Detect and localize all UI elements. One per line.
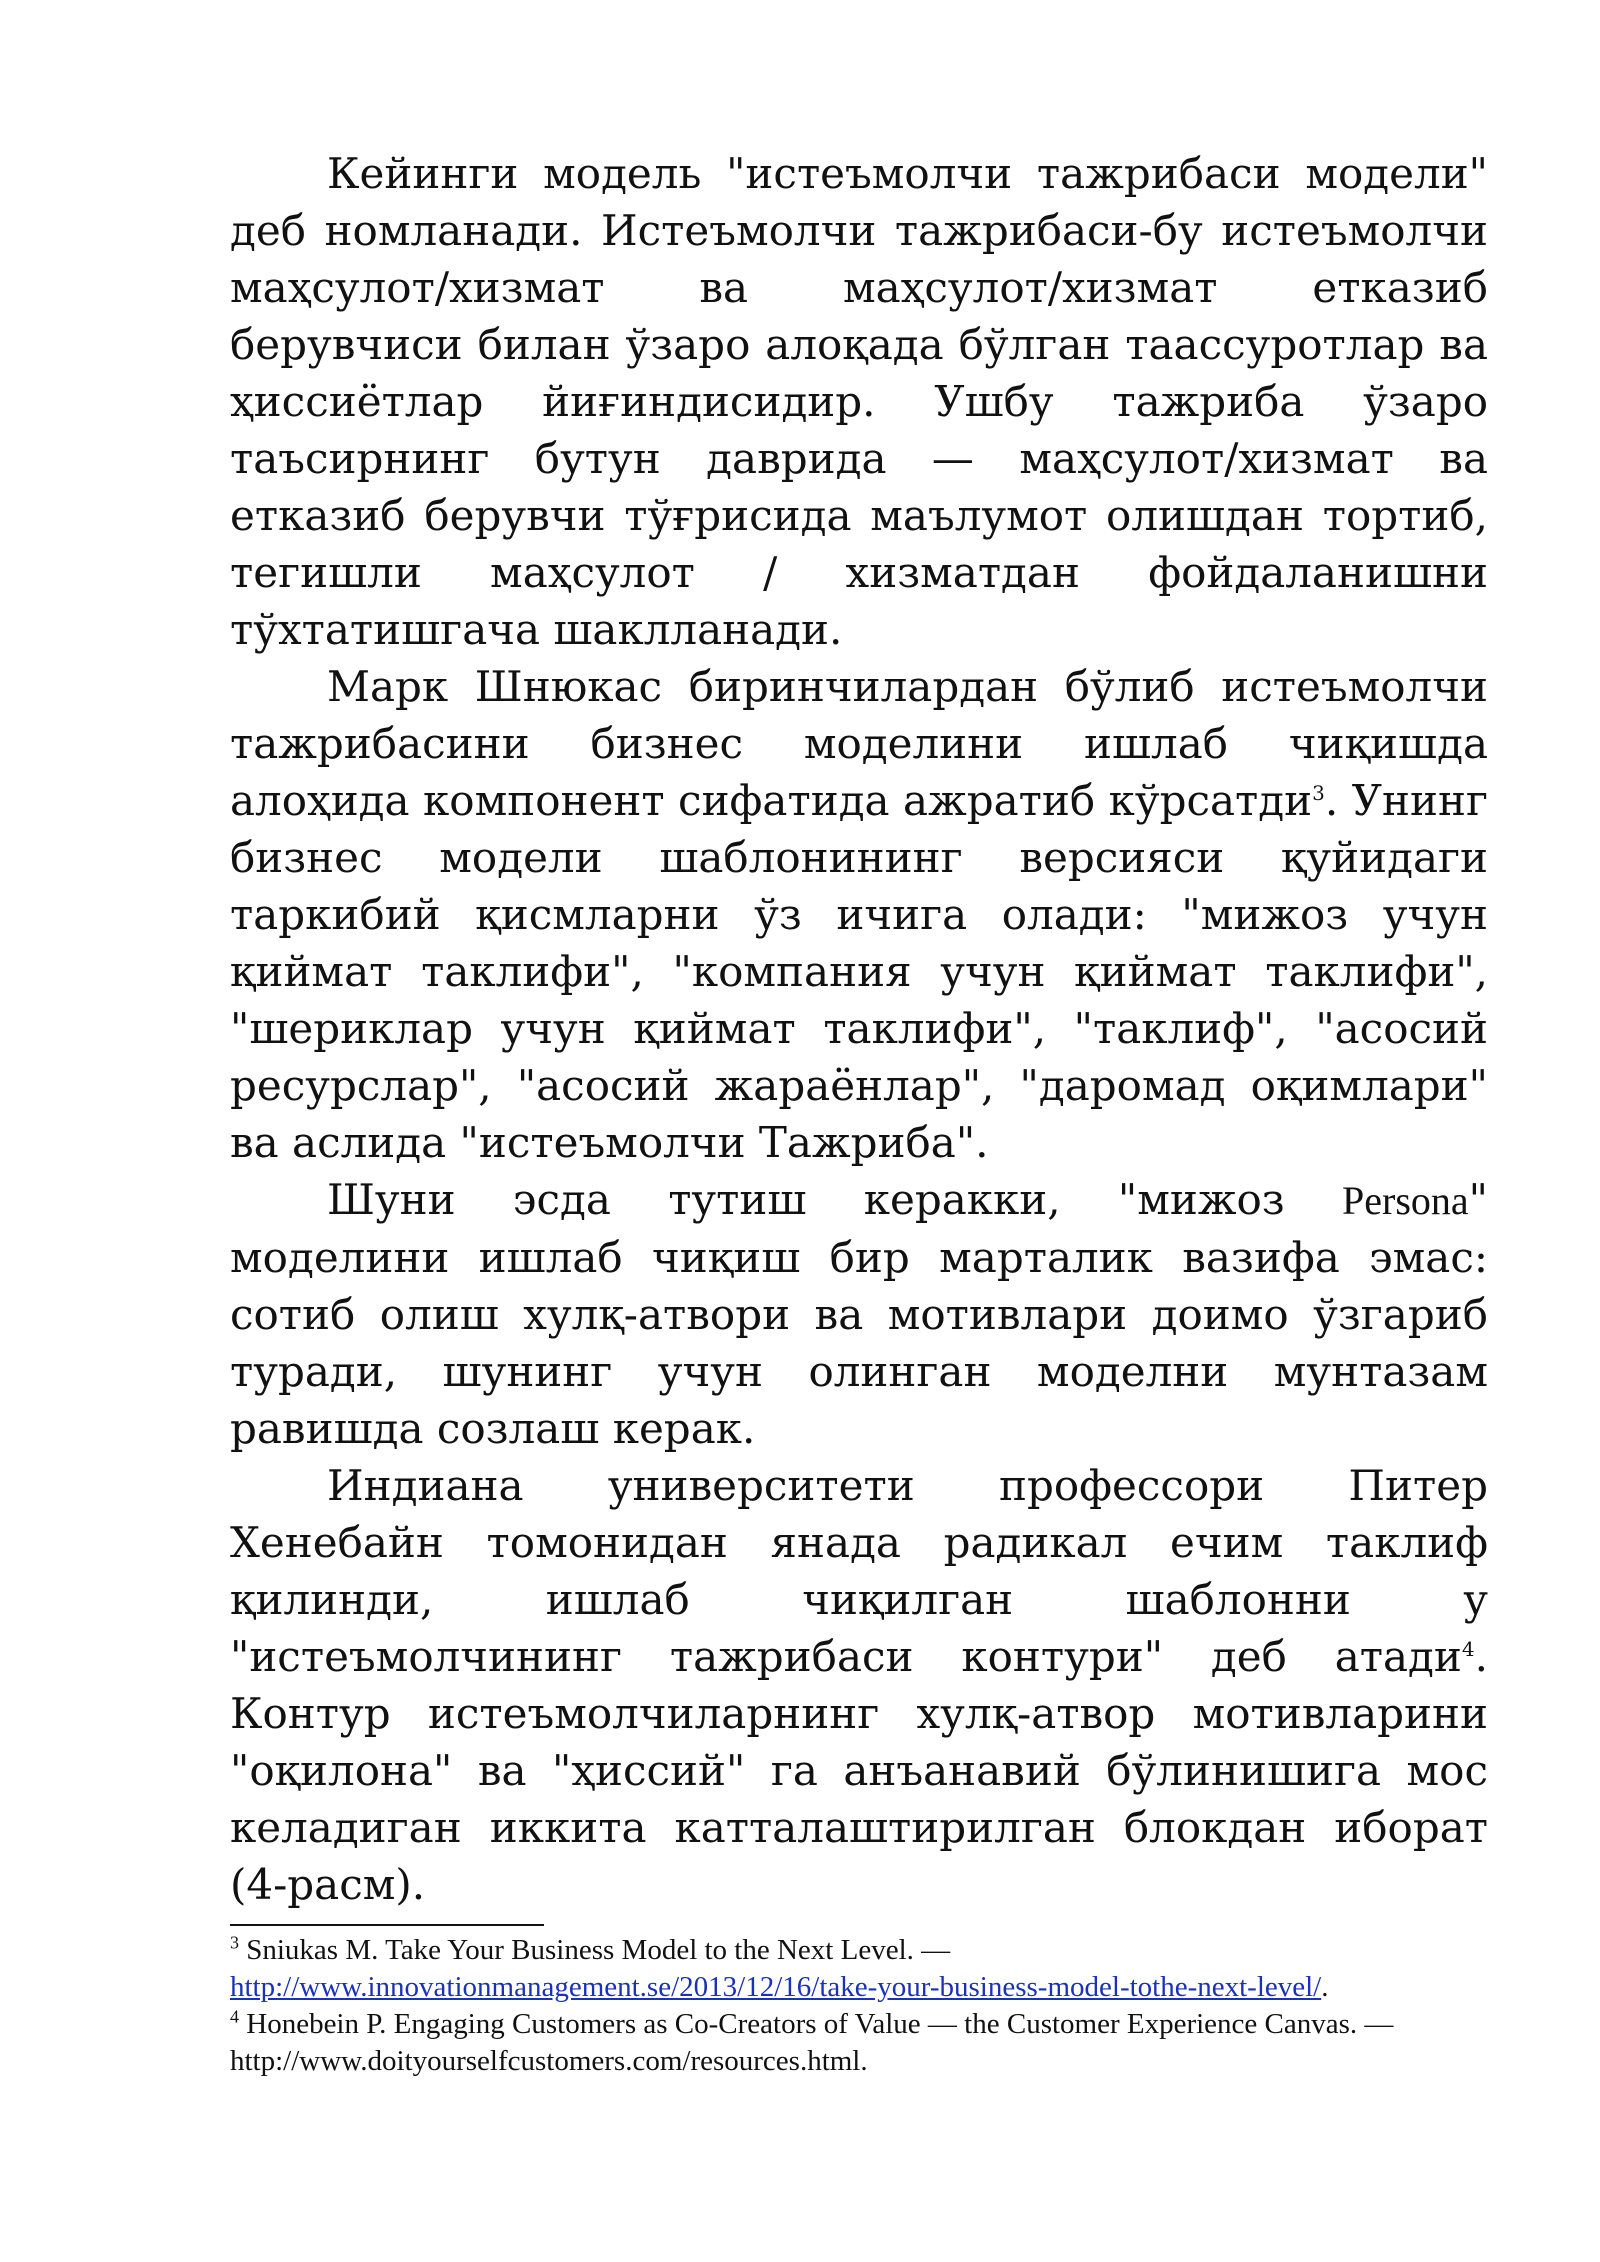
paragraph-consumer-experience-model [230,145,1488,658]
footnote-divider [230,1924,544,1926]
footnotes [230,1924,1488,2080]
persona-term: Persona [1342,1178,1469,1223]
paragraph-text: . Контур истеъмолчиларнинг хулқ-атвор мотивларини "оқилона" ва "ҳиссий" га анъанавий бўлинишига мос келадиган иккита катталаштирилган блокдан иборат (4-расм). [230,1632,1488,1909]
footnote-link[interactable]: http://www.innovationmanagement.se/2013/12/16/take-your-business-model-tothe-next-level/ [230,1971,1322,2003]
paragraph-persona [230,1171,1488,1457]
paragraph-honebein [230,1457,1488,1913]
footnote-4 [230,2006,1488,2080]
paragraph-text: " моделини ишлаб чиқиш бир марталик вазифа эмас: сотиб олиш хулқ-атвори ва мотивлари доимо ўзгариб туради, шунинг учун олинган моделни мунтазам равишда созлаш керак. [230,1175,1488,1453]
paragraph-sniukas [230,658,1488,1171]
footnote-number: 4 [230,2006,239,2027]
paragraph-text: Кейинги модель "истеъмолчи тажрибаси модели" деб номланади. Истеъмолчи тажрибаси-бу истеъмолчи маҳсулот/хизмат ва маҳсулот/хизмат етказиб берувчиси билан ўзаро алоқада бўлган таассуротлар ва ҳиссиётлар йиғиндисидир. Ушбу тажриба ўзаро таъсирнинг бутун даврида — маҳсулот/хизмат ва етказиб берувчи тўғрисида маълумот олишдан тортиб, тегишли маҳсулот / хизматдан фойдаланишни тўхтатишгача шаклланади. [230,149,1488,654]
footnote-ref-4[interactable]: 4 [1461,1637,1475,1661]
footnote-ref-3[interactable]: 3 [1312,781,1325,805]
document-page [230,145,1488,1913]
footnote-text: Honebein P. Engaging Customers as Co-Creators of Value — the Customer Experience Canvas. — http://www.doityourselfcustomers.com/resources.html. [230,2008,1394,2077]
paragraph-text: Марк Шнюкас биринчилардан бўлиб истеъмолчи тажрибасини бизнес моделини ишлаб чиқишда алоҳида компонент сифатида ажратиб кўрсатди [230,662,1488,825]
footnote-3 [230,1932,1488,2006]
body-text [230,145,1488,1913]
paragraph-text: Индиана университети профессори Питер Хенебайн томонидан янада радикал ечим таклиф қилинди, ишлаб чиқилган шаблонни у "истеъмолчининг тажрибаси контури" деб атади [230,1461,1488,1681]
paragraph-text: . Унинг бизнес модели шаблонининг версияси қуйидаги таркибий қисмларни ўз ичига олади: "мижоз учун қиймат таклифи", "компания учун қиймат таклифи", "шериклар учун қиймат таклифи", "таклиф", "асосий ресурслар", "асосий жараёнлар", "даромад оқимлари" ва аслида "истеъмолчи Тажриба". [230,776,1488,1167]
footnote-text: Sniukas M. Take Your Business Model to the Next Level. — [239,1934,951,1966]
footnote-text-end: . [1321,1971,1329,2003]
paragraph-text: Шуни эсда тутиш керакки, "мижоз [327,1175,1343,1224]
footnote-number: 3 [230,1932,239,1953]
